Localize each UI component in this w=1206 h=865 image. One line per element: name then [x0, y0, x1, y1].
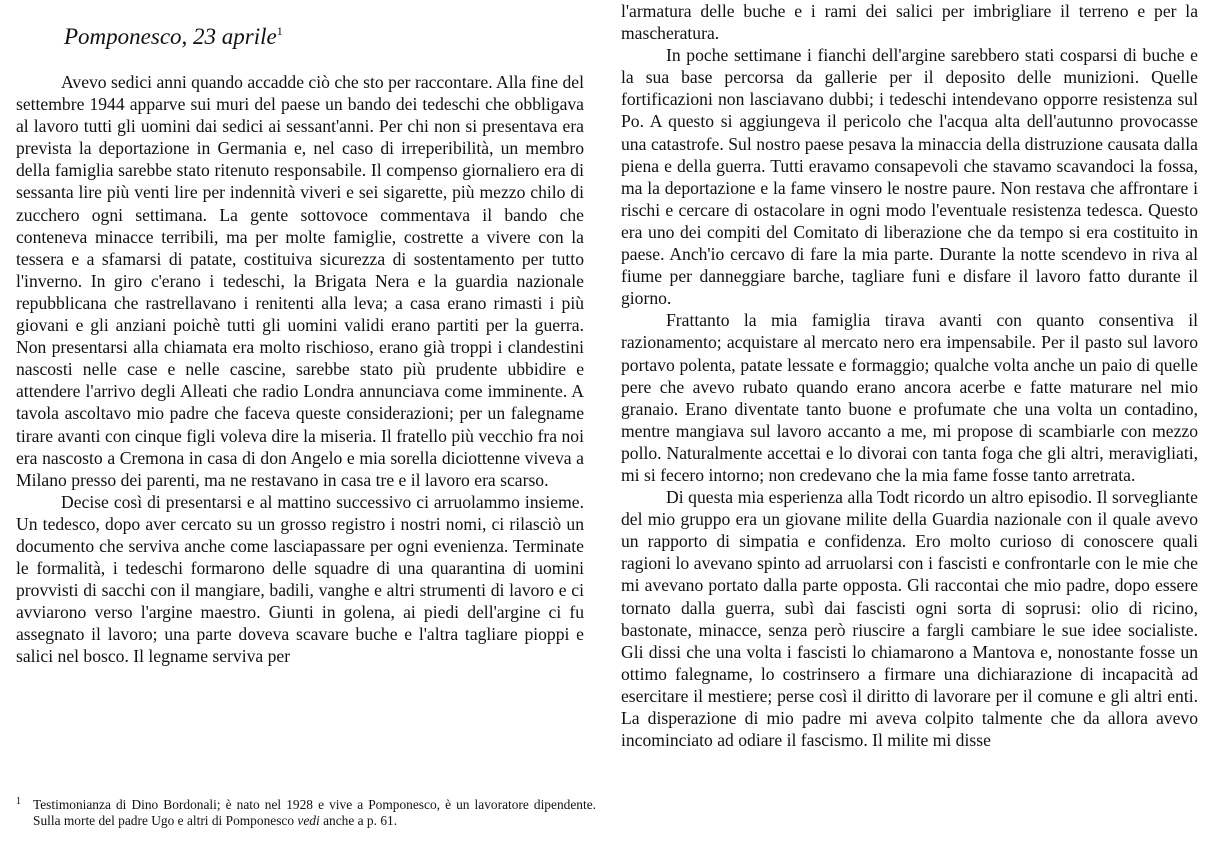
right-column: [621, 0, 1198, 751]
footnote-reference: 1: [276, 24, 283, 38]
footnote-mark: 1: [16, 796, 21, 807]
paragraph: In poche settimane i fianchi dell'argine sarebbero stati cosparsi di buche e la sua base percorsa da gallerie per il deposito delle munizioni. Quelle fortificazioni non lasciavano dubbi; i tedeschi intendevano opporre resistenza sul Po. A questo si aggiungeva il pericolo che l'acqua alta dell'autunno provocasse una catastrofe. Sul nostro paese pesava la minaccia della distruzione causata dalla piena e della guerra. Tutti eravamo consapevoli che stavamo scavandoci la fossa, ma la deportazione e la fame vinsero le nostre paure. Non restava che affrontare i rischi e cercare di ostacolare in ogni modo l'eventuale resistenza tedesca. Questo era uno dei compiti del Comitato di liberazione che da tempo si era costituito in paese. Anch'io cercavo di fare la mia parte. Durante la notte scendevo in riva al fiume per danneggiare barche, tagliare funi e disfare il lavoro fatto durante il giorno.: [621, 45, 1198, 309]
paragraph: Di questa mia esperienza alla Todt ricordo un altro episodio. Il sorvegliante del mio gruppo era un giovane milite della Guardia nazionale con il quale avevo un rapporto di simpatia e confidenza. Ero molto curioso di conoscere quali ragioni lo avevano spinto ad arruolarsi con i fascisti e confrontarle con le mie che mi avevano portato dalla parte opposta. Gli raccontai che mio padre, dopo essere tornato dalla guerra, subì dai fascisti ogni sorta di soprusi: olio di ricino, bastonate, minacce, senza però riuscire a fargli cambiare le sue idee socialiste. Gli dissi che una volta i fascisti lo chiamarono a Mantova e, nonostante fosse un ottimo falegname, lo costrinsero a firmare una dichiarazione di incapacità ad esercitare il mestiere; perse così il diritto di lavorare per il comune e gli altri enti. La disperazione di mio padre mi aveva colpito talmente che da allora avevo incominciato ad odiare il fascismo. Il milite mi disse: [621, 487, 1198, 751]
footnote-text-part: Testimonianza di Dino Bordonali; è nato nel 1928 e vive a Pomponesco, è un lavoratore dipendente. Sulla morte del padre Ugo e altri di Pomponesco: [33, 797, 596, 829]
heading-title: Pomponesco, 23 aprile: [64, 24, 277, 49]
footnote-text-part: anche a p. 61.: [319, 813, 398, 829]
paragraph: Frattanto la mia famiglia tirava avanti con quanto consentiva il razionamento; acquistare al mercato nero era impensabile. Per il pasto sul lavoro portavo polenta, patate lessate e formaggio; qualche volta anche un paio di quelle pere che avevo rubato quando erano ancora acerbe e fatte maturare nel mio granaio. Erano diventate tanto buone e profumate che una volta un contadino, mentre mangiava sul lavoro accanto a me, mi propose di scambiarle con mezzo pollo. Naturalmente accettai e lo divorai con tanta foga che gli altri, meravigliati, mi si fecero intorno; non credevano che la mia fame fosse tanto arretrata.: [621, 310, 1198, 485]
left-column: [16, 0, 584, 668]
footnote: [16, 797, 596, 830]
paragraph-continuation: l'armatura delle buche e i rami dei salici per imbrigliare il terreno e per la mascheratura.: [621, 1, 1198, 44]
page-heading: [64, 17, 584, 51]
footnote-italic-word: vedi: [297, 813, 320, 829]
footnote-text: [33, 797, 596, 830]
paragraph: Decise così di presentarsi e al mattino successivo ci arruolammo insieme. Un tedesco, dopo aver cercato su un grosso registro i nostri nomi, ci rilasciò un documento che serviva anche come lasciapassare per ogni evenienza. Terminate le formalità, i tedeschi formarono delle squadre di una quarantina di uomini provvisti di sacchi con il mangiare, badili, vanghe e altri strumenti di lavoro e ci avviarono verso l'argine maestro. Giunti in golena, ai piedi dell'argine ci fu assegnato il lavoro; una parte doveva scavare buche e l'altra tagliare pioppi e salici nel bosco. Il legname serviva per: [16, 491, 584, 667]
paragraph: Avevo sedici anni quando accadde ciò che sto per raccontare. Alla fine del settembre 1944 apparve sui muri del paese un bando dei tedeschi che obbligava al lavoro tutti gli uomini dai sedici ai sessant'anni. Per chi non si presentava era prevista la deportazione in Germania e, nel caso di irreperibilità, un membro della famiglia sarebbe stato ritenuto responsabile. Il compenso giornaliero era di sessanta lire più venti lire per indennità viveri e sei sigarette, più mezzo chilo di zucchero ogni settimana. La gente sottovoce commentava il bando che conteneva minacce terribili, ma per molte famiglie, costrette a vivere con la tessera e a sfamarsi di patate, costituiva sicurezza di sostentamento per tutto l'inverno. In giro c'erano i tedeschi, la Brigata Nera e la guardia nazionale repubblicana che rastrellavano i renitenti alla leva; a casa erano rimasti i più giovani e gli anziani poichè tutti gli uomini validi erano partiti per la guerra. Non presentarsi alla chiamata era molto rischioso, erano già troppi i clandestini nascosti nelle case e nelle cascine, sarebbe stato più prudente ubbidire e attendere l'arrivo degli Alleati che radio Londra annunciava come imminente. A tavola ascoltavo mio padre che faceva queste considerazioni; per un falegname tirare avanti con cinque figli voleva dire la miseria. Il fratello più vecchio fra noi era nascosto a Cremona in casa di don Angelo e mia sorella diciottenne viveva a Milano presso dei parenti, ma ne restavano in casa tre e il lavoro era scarso.: [16, 72, 584, 490]
